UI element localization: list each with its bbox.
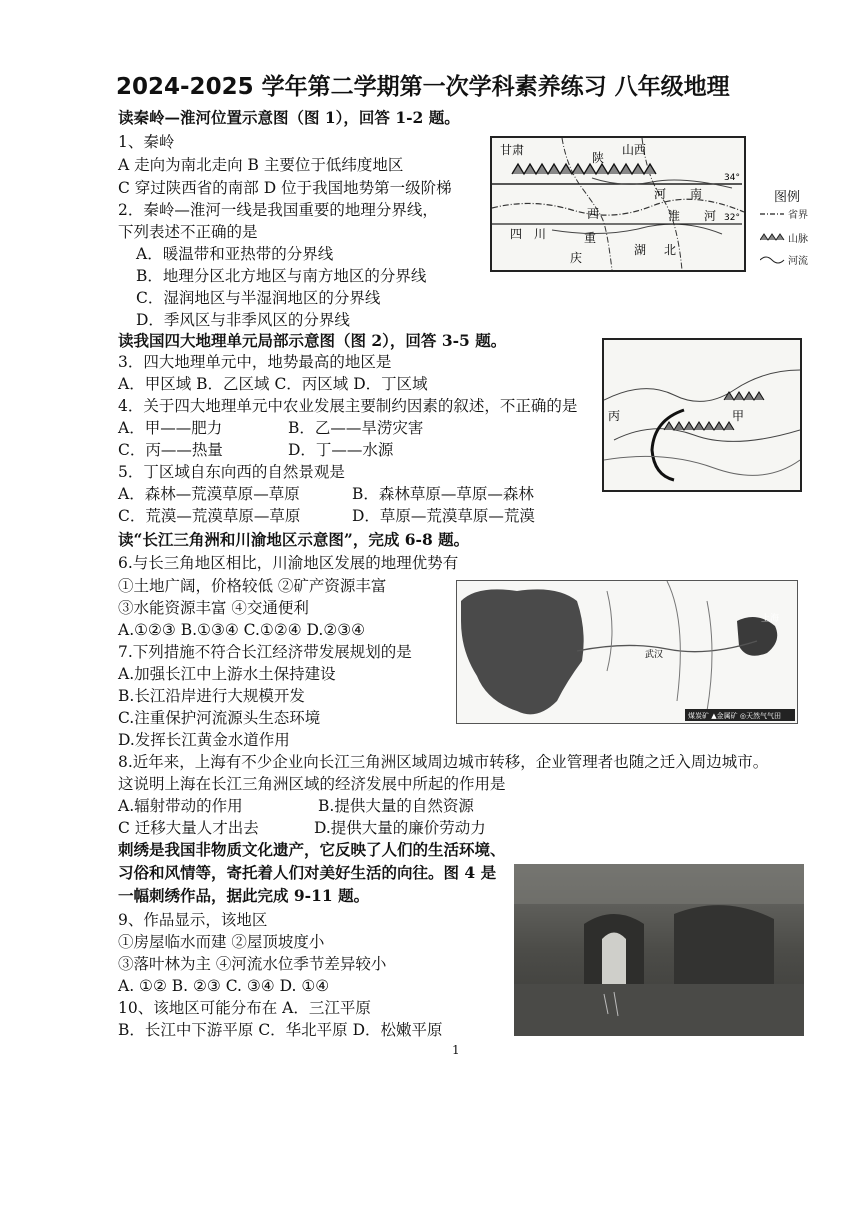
section-intro-4-line-3: 一幅刺绣作品，据此完成 9-11 题。 bbox=[118, 886, 370, 905]
question-6-item-line-2: ③水能资源丰富 ④交通便利 bbox=[118, 599, 309, 617]
question-8-option-c: C 迁移大量人才出去 bbox=[118, 819, 259, 837]
region-label-jia: 甲 bbox=[732, 409, 745, 423]
question-8-option-d: D.提供大量的廉价劳动力 bbox=[314, 819, 486, 837]
question-5-option-a: A．森林—荒漠草原—草原 bbox=[118, 485, 300, 503]
water-area bbox=[514, 984, 804, 1036]
section-intro-4-line-2: 习俗和风情等，寄托着人们对美好生活的向往。图 4 是 bbox=[118, 863, 497, 882]
question-10: 10、该地区可能分布在 A．三江平原 bbox=[118, 999, 371, 1017]
question-1-options-cd: C 穿过陕西省的南部 D 位于我国地势第一级阶梯 bbox=[118, 179, 452, 197]
question-5-option-b: B．森林草原—草原—森林 bbox=[352, 485, 534, 503]
page-number: 1 bbox=[452, 1043, 460, 1057]
question-8-cont: 这说明上海在长江三角洲区域的经济发展中所起的作用是 bbox=[118, 775, 506, 793]
question-7-option-d: D.发挥长江黄金水道作用 bbox=[118, 731, 290, 749]
question-7-option-b: B.长江沿岸进行大规模开发 bbox=[118, 687, 305, 705]
map-label: 湖 bbox=[634, 243, 647, 257]
question-4-option-c: C．丙——热量 bbox=[118, 441, 223, 459]
question-5-option-c: C．荒漠—荒漠草原—草原 bbox=[118, 507, 301, 525]
latitude-label: 32° bbox=[724, 213, 740, 223]
question-9-item-line-2: ③落叶林为主 ④河流水位季节差异较小 bbox=[118, 955, 387, 973]
question-1: 1、秦岭 bbox=[118, 133, 175, 151]
map-label: 北 bbox=[664, 243, 677, 257]
map-label: 庆 bbox=[570, 251, 583, 265]
section-intro-2: 读我国四大地理单元局部示意图（图 2），回答 3-5 题。 bbox=[118, 331, 507, 350]
mountain-icon bbox=[760, 234, 784, 240]
question-2-option-a: A．暖温带和亚热带的分界线 bbox=[136, 245, 334, 263]
question-8-option-b: B.提供大量的自然资源 bbox=[318, 797, 474, 815]
latitude-label: 34° bbox=[724, 173, 740, 183]
house-shape bbox=[674, 905, 774, 984]
map-label: 甘肃 bbox=[500, 143, 525, 157]
question-8-option-a: A.辐射带动的作用 bbox=[118, 797, 243, 815]
map-label: 淮 bbox=[668, 209, 681, 223]
question-1-options-ab: A 走向为南北走向 B 主要位于低纬度地区 bbox=[118, 156, 404, 174]
figure-3-map bbox=[456, 580, 798, 724]
question-2-option-b: B．地理分区北方地区与南方地区的分界线 bbox=[136, 267, 427, 285]
question-7-option-a: A.加强长江中上游水土保持建设 bbox=[118, 665, 336, 683]
map-label: 西 bbox=[587, 207, 600, 221]
map-label: 河 bbox=[654, 187, 667, 201]
question-4-option-d: D．丁——水源 bbox=[288, 441, 394, 459]
question-2-cont: 下列表述不正确的是 bbox=[118, 223, 258, 241]
question-2-option-c: C．湿润地区与半湿润地区的分界线 bbox=[136, 289, 381, 307]
question-4-option-a: A．甲——肥力 bbox=[118, 419, 223, 437]
question-7-option-c: C.注重保护河流源头生态环境 bbox=[118, 709, 321, 727]
section-intro-3: 读“长江三角洲和川渝地区示意图”，完成 6-8 题。 bbox=[118, 530, 470, 549]
question-4: 4．关于四大地理单元中农业发展主要制约因素的叙述，不正确的是 bbox=[118, 397, 578, 415]
page-title: 2024-2025 学年第二学期第一次学科素养练习 八年级地理 bbox=[116, 74, 730, 100]
map-label: 南 bbox=[690, 187, 703, 201]
question-9-item-line-1: ①房屋临水而建 ②屋顶坡度小 bbox=[118, 933, 325, 951]
region-label-bing: 丙 bbox=[608, 409, 621, 423]
figure-1-map bbox=[490, 136, 746, 272]
question-6: 6.与长三角地区相比，川渝地区发展的地理优势有 bbox=[118, 554, 459, 572]
legend-title: 图例 bbox=[774, 190, 801, 205]
question-9-options: A. ①② B. ②③ C. ③④ D. ①④ bbox=[118, 977, 330, 995]
question-3-options: A．甲区域 B．乙区域 C．丙区域 D．丁区域 bbox=[118, 375, 428, 393]
bridge-arch bbox=[602, 933, 626, 985]
question-5-option-d: D．草原—荒漠草原—荒漠 bbox=[352, 507, 535, 525]
figure-4-svg bbox=[514, 864, 804, 1036]
legend-text: 煤炭矿 ▲金属矿 ◎天然气气田 bbox=[688, 712, 781, 720]
question-4-option-b: B．乙——旱涝灾害 bbox=[288, 419, 424, 437]
city-label: 武汉 bbox=[645, 650, 664, 660]
question-3: 3．四大地理单元中，地势最高的地区是 bbox=[118, 353, 392, 371]
legend-item: 省界 bbox=[788, 210, 808, 221]
map-label: 陕 bbox=[592, 151, 605, 165]
figure-2-svg bbox=[604, 340, 800, 490]
figure-4-embroidery-photo bbox=[514, 864, 804, 1036]
legend-item: 河流 bbox=[788, 256, 808, 267]
figure-1-legend bbox=[760, 186, 820, 276]
question-6-options: A.①②③ B.①③④ C.①②④ D.②③④ bbox=[118, 621, 366, 639]
question-8: 8.近年来，上海有不少企业向长江三角洲区域周边城市转移，企业管理者也随之迁入周边城市。 bbox=[118, 753, 769, 771]
river-icon bbox=[760, 257, 784, 263]
question-5: 5．丁区域自东向西的自然景观是 bbox=[118, 463, 345, 481]
question-2: 2．秦岭—淮河一线是我国重要的地理分界线， bbox=[118, 201, 438, 219]
section-intro-1: 读秦岭—淮河位置示意图（图 1），回答 1-2 题。 bbox=[118, 108, 460, 127]
question-2-option-d: D．季风区与非季风区的分界线 bbox=[136, 311, 350, 329]
map-label: 四 bbox=[510, 227, 523, 241]
figure-3-svg bbox=[457, 581, 797, 723]
map-label: 重 bbox=[584, 231, 597, 245]
section-intro-4-line-1: 刺绣是我国非物质文化遗产，它反映了人们的生活环境、 bbox=[118, 840, 506, 859]
map-label: 川 bbox=[534, 227, 547, 241]
legend-symbols bbox=[760, 208, 786, 268]
legend-item: 山脉 bbox=[788, 234, 808, 245]
question-6-item-line-1: ①土地广阔，价格较低 ②矿产资源丰富 bbox=[118, 577, 387, 595]
figure-1-svg bbox=[492, 138, 744, 270]
question-7: 7.下列措施不符合长江经济带发展规划的是 bbox=[118, 643, 412, 661]
question-10-options: B．长江中下游平原 C．华北平原 D．松嫩平原 bbox=[118, 1021, 443, 1039]
city-label: 上海 bbox=[761, 614, 780, 624]
figure-2-map bbox=[602, 338, 802, 492]
map-label: 河 bbox=[704, 209, 717, 223]
map-label: 山西 bbox=[622, 143, 647, 157]
question-9: 9、作品显示，该地区 bbox=[118, 911, 268, 929]
